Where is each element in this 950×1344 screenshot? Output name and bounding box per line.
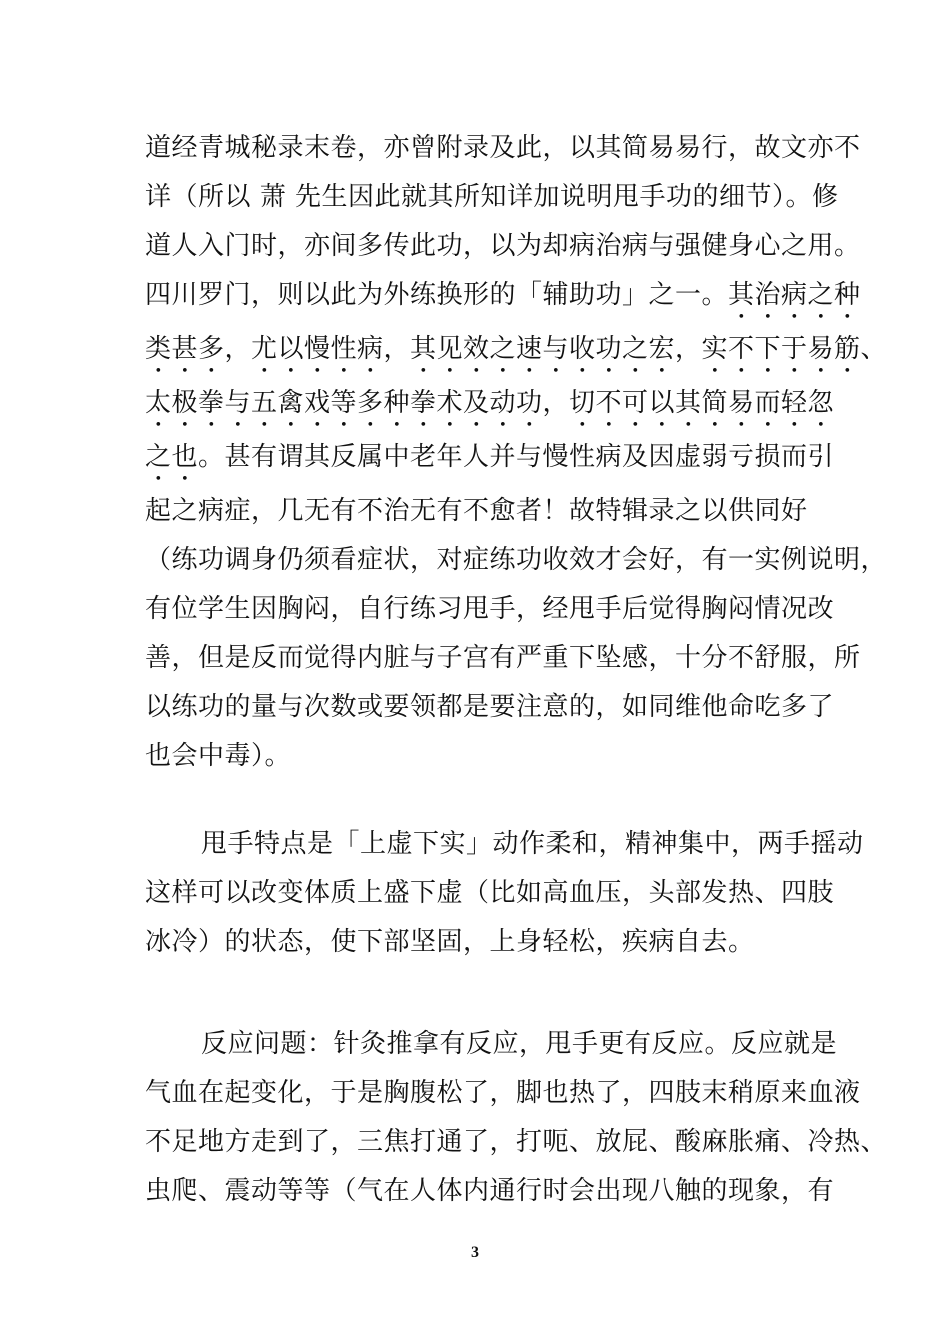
text-line [145, 271, 861, 325]
page-number: 3 [471, 1244, 479, 1261]
text-line: 反应问题：针灸推拿有反应，甩手更有反应。反应就是 [201, 1029, 838, 1059]
text-line: 虫爬、震动等等（气在人体内通行时会出现八触的现象，有 [145, 1176, 835, 1206]
paragraph-features [145, 820, 864, 967]
text-segment: 四川罗门，则以此为外练换形的「辅助功」之一。 [145, 280, 729, 310]
text-line: 以练功的量与次数或要领都是要注意的，如同维他命吃多了 [145, 692, 835, 722]
text-line [145, 433, 835, 487]
text-line: 也会中毒）。 [145, 741, 292, 771]
emphasized-line: 类甚多，尤以慢性病，其见效之速与收功之宏，实不下于易筋、 [145, 334, 888, 364]
text-line: 详（所以 萧 先生因此就其所知详加说明甩手功的细节）。修 [145, 182, 839, 212]
text-line: 不足地方走到了，三焦打通了，打呃、放屁、酸麻胀痛、冷热、 [145, 1127, 888, 1157]
text-line: 道人入门时，亦间多传此功，以为却病治病与强健身心之用。 [145, 231, 861, 261]
text-line: 道经青城秘录末卷，亦曾附录及此，以其简易易行，故文亦不 [145, 133, 861, 163]
text-line: 善，但是反而觉得内脏与子宫有严重下坠感，十分不舒服，所 [145, 643, 861, 673]
text-line: 冰冷）的状态，使下部坚固，上身轻松，疾病自去。 [145, 927, 755, 957]
text-line: 起之病症，几无有不治无有不愈者！故特辑录之以供同好 [145, 496, 808, 526]
text-line: 气血在起变化，于是胸腹松了，脚也热了，四肢末稍原来血液 [145, 1078, 861, 1108]
emphasized-line: 太极拳与五禽戏等多种拳术及动功，切不可以其简易而轻忽 [145, 388, 835, 418]
text-line: 有位学生因胸闷，自行练习甩手，经甩手后觉得胸闷情况改 [145, 594, 835, 624]
paragraph-origin [145, 124, 888, 781]
text-line: （练功调身仍须看症状，对症练功收效才会好，有一实例说明， [145, 545, 888, 575]
text-line: 这样可以改变体质上盛下虚（比如高血压，头部发热、四肢 [145, 878, 835, 908]
text-line: 甩手特点是「上虚下实」动作柔和，精神集中，两手摇动 [201, 829, 864, 859]
emphasized-text: 之也。 [145, 442, 225, 472]
text-segment: 甚有谓其反属中老年人并与慢性病及因虚弱亏损而引 [224, 442, 835, 472]
emphasized-text: 其治病之种 [728, 280, 861, 310]
paragraph-reactions [145, 1020, 888, 1216]
